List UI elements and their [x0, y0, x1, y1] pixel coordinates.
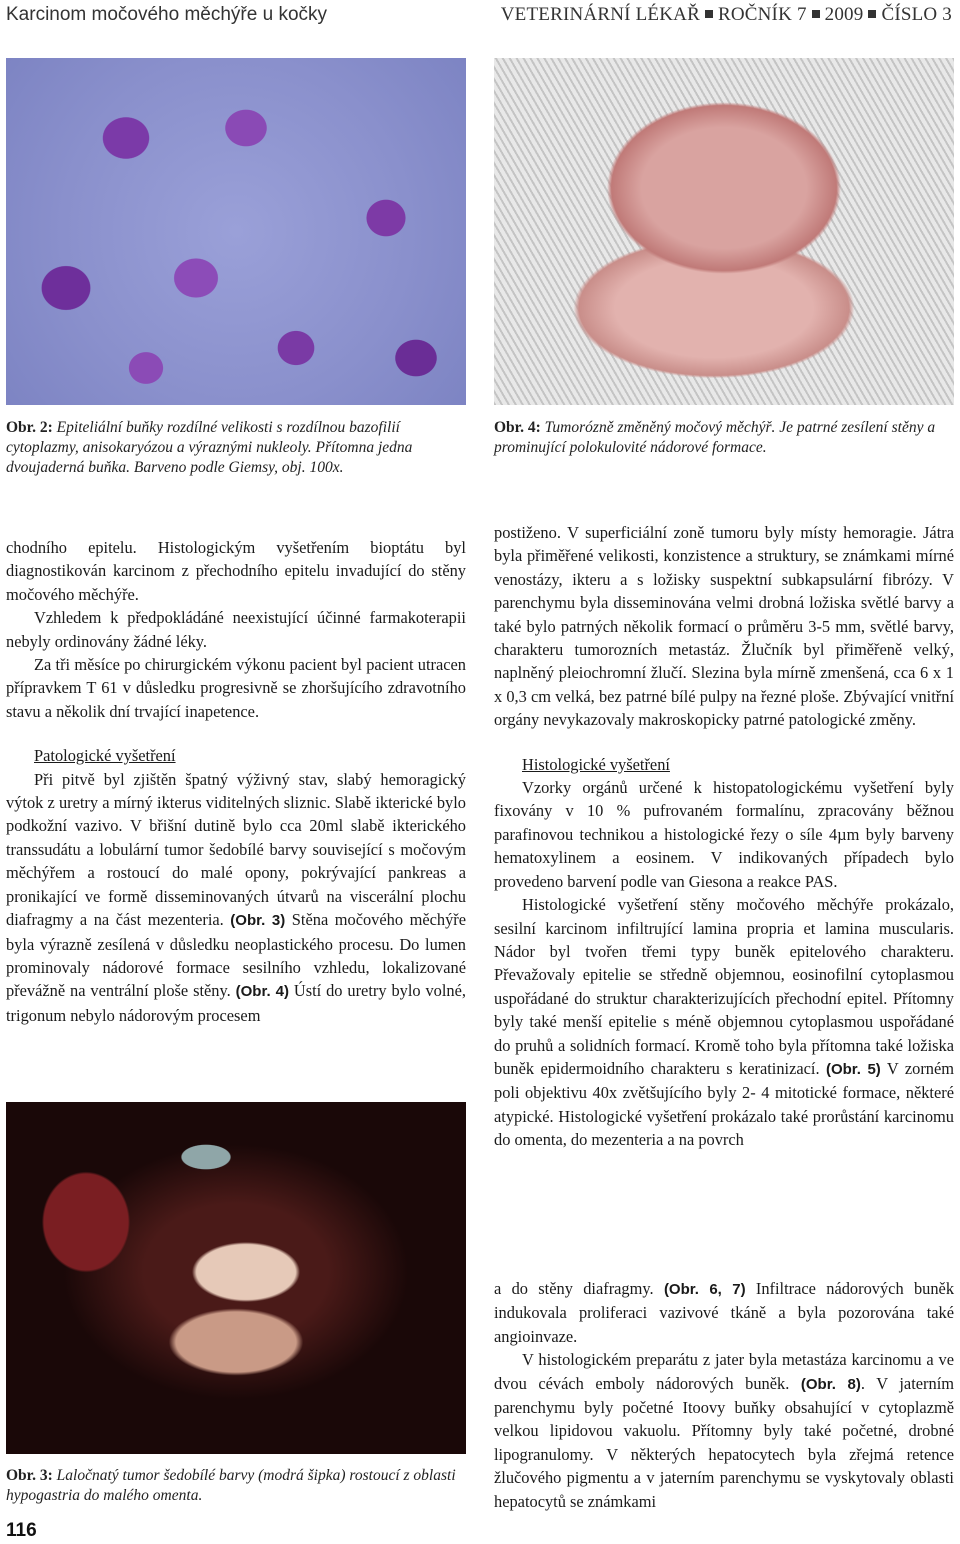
paragraph-text: Infiltrace nádorových buněk indukovala proliferaci vazivové tkáně a byla pozorována také angioinvaze. — [494, 1279, 955, 1346]
paragraph — [494, 1348, 954, 1513]
paragraph: Vzhledem k předpokládáné neexistující účinné farmakoterapii nebyly ordinovány žádné léky. — [6, 608, 466, 651]
figure-reference: (Obr. 3) — [230, 912, 286, 930]
figure-2-cytology-image — [6, 58, 466, 405]
figure-2-label: Obr. 2: — [6, 419, 53, 436]
figure-4-label: Obr. 4: — [494, 419, 541, 436]
figure-reference: (Obr. 5) — [825, 1060, 881, 1078]
journal-issue: ČÍSLO 3 — [881, 4, 952, 25]
journal-volume: ROČNÍK 7 — [717, 4, 807, 25]
page-number: 116 — [6, 1520, 37, 1541]
figure-3-caption-text: Laločnatý tumor šedobílé barvy (modrá šipka) rostoucí z oblasti hypogastria do malého omenta. — [6, 1467, 456, 1504]
figure-reference: (Obr. 6, 7) — [663, 1281, 746, 1298]
figure-4-caption — [494, 418, 954, 458]
paragraph-text: a do stěny diafragmy. — [494, 1279, 664, 1298]
figure-reference: (Obr. 8) — [800, 1375, 861, 1393]
paragraph: chodního epitelu. Histologickým vyšetřením bioptátu byl diagnostikován karcinom z přechodního epitelu invadující do stěny močového měchýře. — [6, 538, 466, 604]
paragraph-text: Při pitvě byl zjištěn špatný výživný stav, slabý hemoragický výtok z uretry a mírný ikterus viditelných sliznic. Slabě ikterické bylo podkožní vazivo. V břišní dutině bylo cca 20ml slabě ikterického transsudátu a lobulární tumor šedobílé barvy související s močovým měchýřem a rostoucí do malé opony, pokrývající pankreas a pronikající ve formě disseminovaných útvarů na viscerální plochu diafragmy a na část mezenteria. — [6, 769, 466, 930]
paragraph-text: Histologické vyšetření stěny močového měchýře prokázalo, sesilní karcinom infiltrující lamina propria et lamina muscularis. Nádor byl tvořen třemi typy buněk epitelového charakteru. Převažovaly epitelie se středně objemnou, eosinofilní cytoplasmou uspořádané do struktur charakterizujících přechodní epitel. Přítomny byly také menší epitelie s méně objemnou cytoplasmou uspořádané do pruhů a solidních formací. Kromě toho byla přítomna také ložiska buněk epidermoidního charakteru s keratinizací. — [494, 895, 954, 1078]
square-separator-icon — [868, 10, 876, 18]
paragraph-text: V histologickém preparátu z jater byla metastáza karcinomu a ve dvou cévách emboly nádorových buněk. — [494, 1350, 954, 1393]
figure-3-label: Obr. 3: — [6, 1467, 53, 1484]
journal-info — [501, 4, 952, 26]
paragraph-text: Ústí do uretry bylo volné, trigonum nebylo nádorovým procesem — [6, 981, 466, 1025]
left-column — [6, 536, 466, 1027]
paragraph — [494, 893, 954, 1151]
right-column-lower — [494, 1277, 954, 1513]
right-column-upper — [494, 521, 954, 1152]
paragraph-text: Stěna močového měchýře byla výrazně zesílená v důsledku neoplastického procesu. Do lumen prominovaly nádorové formace sesilního vzhledu, lokalizované převážně na ventrální ploše stěny. — [6, 910, 467, 1001]
figure-3-caption — [6, 1466, 466, 1506]
section-heading-histology: Histologické vyšetření — [522, 754, 670, 774]
running-title: Karcinom močového měchýře u kočky — [6, 4, 328, 25]
section-heading-pathology: Patologické vyšetření — [34, 746, 176, 766]
figure-4-bladder-image — [494, 58, 954, 405]
square-separator-icon — [705, 10, 713, 18]
paragraph: Za tři měsíce po chirurgickém výkonu pacient byl pacient utracen přípravkem T 61 v důsledku progresivně se zhoršujícího zdravotního stavu a několik dní trvající inapetence. — [6, 655, 466, 721]
paragraph: Vzorky orgánů určené k histopatologickému vyšetření byly fixovány v 10 % pufrovaném formalínu, zpracovány běžnou parafinovou technikou a histologické řezy o síle 4µm byly barveny hematoxylinem a eosinem. V indikovaných případech bylo provedeno barvení podle van Giesona a reakce PAS. — [494, 778, 954, 891]
journal-year: 2009 — [824, 4, 864, 25]
figure-3-necropsy-image — [6, 1102, 466, 1454]
journal-name: VETERINÁRNÍ LÉKAŘ — [500, 4, 700, 25]
paragraph: postiženo. V superficiální zoně tumoru byly místy hemoragie. Játra byla přiměřené velikosti, konzistence a struktury, se známkami mírné venostázy, ikteru a s ložisky suspektní subkapsulární fibrózy. V parenchymu byla disseminována velmi drobná ložiska světlé barvy a také bylo patrných několik formací o průměru 3-5 mm, světlé barvy, charakteru tumorozních metastáz. Žlučník byl přiměřeně velký, naplněný pleiochromní žlučí. Slezina byla mírně zmenšená, cca 6 x 1 x 0,3 cm velká, bez patrné bílé pulpy na řezné ploše. Zbývající vnitřní orgány nevykazovaly makroskopicky patrné patologické změny. — [494, 523, 954, 730]
figure-2-caption — [6, 418, 466, 478]
figure-2-caption-text: Epiteliální buňky rozdílné velikosti s rozdílnou bazofilií cytoplazmy, anisokaryózou a výraznými nukleoly. Přítomna jedna dvoujaderná buňka. Barveno podle Giemsy, obj. 100x. — [6, 419, 413, 476]
figure-reference: (Obr. 4) — [235, 983, 289, 1001]
paragraph — [494, 1277, 954, 1348]
paragraph-text: . V jaterním parenchymu byly početné Itoovy buňky obsahující v cytoplazmě velkou lipidovou vakuolu. Přítomny byly také početné, drobné lipogranulomy. V některých hepatocytech byla zřejmá retence žlučového pigmentu a v jaterním parenchymu se vyskytovaly oblasti hepatocytů se známkami — [494, 1373, 954, 1511]
figure-4-caption-text: Tumorózně změněný močový měchýř. Je patrné zesílení stěny a prominující polokulovité nádorové formace. — [494, 419, 936, 456]
paragraph — [6, 768, 466, 1027]
paragraph-text: V zorném poli objektivu 40x zvětšujícího byly 2- 4 mitotické formace, některé atypické. Histologické vyšetření prokázalo také prorůstání karcinomu do omenta, do mezenteria a na povrch — [494, 1058, 955, 1150]
square-separator-icon — [812, 10, 820, 18]
